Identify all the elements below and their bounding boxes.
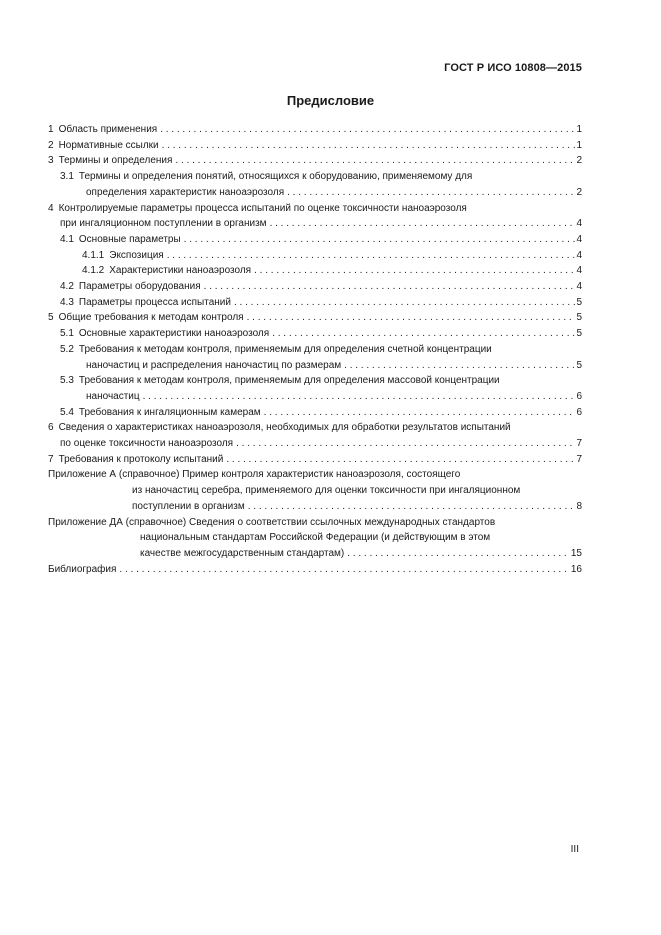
toc-entry-annex-da[interactable] — [48, 515, 582, 562]
toc-number: 6 — [48, 422, 54, 434]
toc-page: 16 — [570, 563, 582, 575]
toc-leader — [248, 499, 576, 515]
toc-number: 4.1.2 — [82, 265, 105, 277]
toc-title: Экспозиция — [109, 249, 164, 261]
toc-number: 4.2 — [60, 281, 74, 293]
toc-leader — [236, 436, 575, 452]
toc-number: 4.1.1 — [82, 249, 105, 261]
toc-entry-3-1[interactable] — [48, 169, 582, 200]
toc-title: Термины и определения — [58, 155, 173, 167]
toc-title: Параметры процесса испытаний — [78, 296, 231, 308]
toc-page: 1 — [576, 139, 582, 151]
toc-entry-5-3[interactable] — [48, 373, 582, 404]
toc-entry-5[interactable] — [48, 310, 582, 326]
toc-title-line: Термины и определения понятий, относящихся к оборудованию, применяемому для — [78, 171, 473, 183]
toc-page: 2 — [576, 186, 582, 198]
toc-entry-4-3[interactable] — [48, 295, 582, 311]
toc-number: 3 — [48, 155, 54, 167]
toc-title: Основные характеристики наноаэрозоля — [78, 328, 270, 340]
toc-number: 5.2 — [60, 343, 74, 355]
toc-entry-annex-a[interactable] — [48, 467, 582, 514]
toc-entry-5-4[interactable] — [48, 405, 582, 421]
toc-entry-4-1[interactable] — [48, 232, 582, 248]
toc-title: Требования к ингаляционным камерам — [78, 406, 261, 418]
toc-entry-4[interactable] — [48, 201, 582, 232]
toc-page: 2 — [576, 155, 582, 167]
toc-title: определения характеристик наноаэрозоля — [86, 186, 285, 198]
toc-title: при ингаляционном поступлении в организм — [60, 218, 267, 230]
toc-title: Область применения — [58, 124, 158, 135]
toc-title-line: Приложение ДА (справочное) Сведения о соответствии ссылочных международных стандартов — [48, 516, 496, 528]
toc-page: 6 — [576, 390, 582, 402]
toc-page: 5 — [576, 359, 582, 371]
toc-title-line: Контролируемые параметры процесса испытаний по оценке токсичности наноаэрозоля — [58, 202, 467, 214]
table-of-contents — [48, 122, 582, 577]
toc-leader — [160, 122, 575, 138]
toc-page: 8 — [576, 500, 582, 512]
toc-title: Параметры оборудования — [78, 281, 201, 293]
toc-title-line: из наночастиц серебра, применяемого для оценки токсичности при ингаляционном — [132, 485, 521, 497]
toc-leader — [264, 405, 576, 421]
toc-entry-1[interactable] — [48, 122, 582, 138]
toc-leader — [167, 248, 576, 264]
toc-number: 5.3 — [60, 375, 74, 387]
toc-page: 7 — [576, 453, 582, 465]
toc-page: 4 — [576, 218, 582, 230]
toc-entry-bibliography[interactable] — [48, 562, 582, 578]
page-title: Предисловие — [286, 93, 375, 108]
toc-leader — [347, 546, 570, 562]
toc-entry-7[interactable] — [48, 452, 582, 468]
toc-leader — [175, 153, 575, 169]
toc-page: 15 — [570, 547, 582, 559]
toc-number: 3.1 — [60, 171, 74, 183]
toc-number: 5 — [48, 312, 54, 324]
toc-number: 2 — [48, 139, 54, 151]
toc-entry-6[interactable] — [48, 420, 582, 451]
toc-page: 4 — [576, 265, 582, 277]
toc-page: 5 — [576, 328, 582, 340]
toc-title: Характеристики наноаэрозоля — [109, 265, 252, 277]
toc-title-line: национальным стандартам Российской Федерации (и действующим в этом — [140, 532, 491, 544]
toc-entry-4-1-1[interactable] — [48, 248, 582, 264]
toc-leader — [270, 216, 576, 232]
page-number: III — [570, 844, 579, 855]
toc-leader — [226, 452, 575, 468]
toc-number: 1 — [48, 124, 54, 135]
toc-leader — [143, 389, 576, 405]
toc-entry-5-1[interactable] — [48, 326, 582, 342]
toc-title-line: Сведения о характеристиках наноаэрозоля, необходимых для обработки результатов испытаний — [58, 422, 511, 434]
toc-title-line: Требования к методам контроля, применяемым для определения счетной концентрации — [78, 343, 492, 355]
toc-page: 5 — [576, 296, 582, 308]
toc-page: 4 — [576, 233, 582, 245]
toc-leader — [204, 279, 576, 295]
toc-title: поступлении в организм — [132, 500, 245, 512]
toc-title: Библиография — [48, 563, 117, 575]
toc-title: наночастиц и распределения наночастиц по размерам — [86, 359, 342, 371]
toc-number: 5.4 — [60, 406, 74, 418]
toc-title: Требования к протоколу испытаний — [58, 453, 224, 465]
toc-entry-2[interactable] — [48, 138, 582, 154]
toc-page: 6 — [576, 406, 582, 418]
toc-leader — [184, 232, 576, 248]
toc-entry-3[interactable] — [48, 153, 582, 169]
toc-title-line: Требования к методам контроля, применяемым для определения массовой концентрации — [78, 375, 500, 387]
toc-entry-4-2[interactable] — [48, 279, 582, 295]
toc-leader — [287, 185, 575, 201]
toc-entry-4-1-2[interactable] — [48, 263, 582, 279]
toc-entry-5-2[interactable] — [48, 342, 582, 373]
toc-leader — [234, 295, 575, 311]
toc-page: 5 — [576, 312, 582, 324]
toc-page: 4 — [576, 249, 582, 261]
toc-title: качестве межгосударственным стандартам) — [140, 547, 345, 559]
toc-leader — [119, 562, 569, 578]
toc-title: Нормативные ссылки — [58, 139, 159, 151]
toc-leader — [344, 358, 575, 374]
toc-number: 4.1 — [60, 233, 74, 245]
toc-leader — [247, 310, 576, 326]
toc-leader — [162, 138, 576, 154]
toc-title: Общие требования к методам контроля — [58, 312, 244, 324]
toc-title: Основные параметры — [78, 233, 181, 245]
toc-number: 5.1 — [60, 328, 74, 340]
toc-page: 4 — [576, 281, 582, 293]
toc-number: 7 — [48, 453, 54, 465]
toc-number: 4 — [48, 202, 54, 214]
document-code: ГОСТ Р ИСО 10808—2015 — [444, 62, 582, 74]
toc-leader — [272, 326, 575, 342]
toc-page: 7 — [576, 438, 582, 450]
toc-number: 4.3 — [60, 296, 74, 308]
toc-title: по оценке токсичности наноаэрозоля — [60, 438, 234, 450]
toc-title-line: Приложение А (справочное) Пример контроля характеристик наноаэрозоля, состоящего — [48, 469, 461, 481]
toc-title: наночастиц — [86, 390, 140, 402]
toc-leader — [254, 263, 575, 279]
toc-page: 1 — [576, 124, 582, 135]
